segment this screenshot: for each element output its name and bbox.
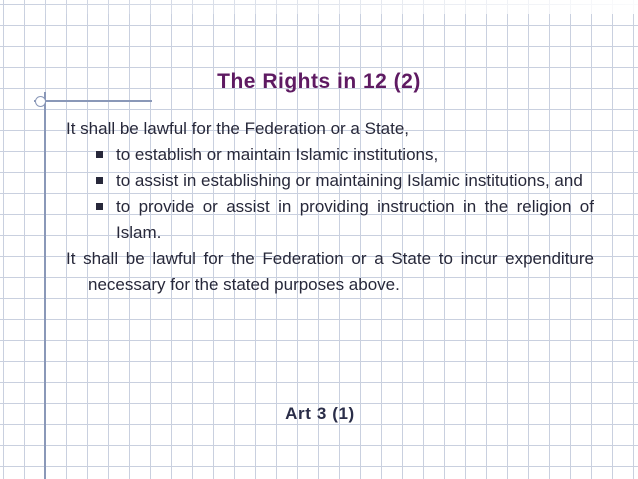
- bullet-text: to provide or assist in providing instruction in the religion of Islam.: [116, 197, 594, 242]
- expenditure-paragraph: It shall be lawful for the Federation or a State to incur expenditure necessary for the stated purposes above.: [66, 249, 594, 294]
- bullet-item: [66, 194, 594, 246]
- square-bullet-icon: [96, 203, 103, 210]
- margin-ring-ornament: [35, 96, 46, 107]
- bullet-item: [66, 168, 594, 194]
- top-band: [0, 0, 638, 14]
- bullet-list: [66, 142, 594, 246]
- bullet-text: to establish or maintain Islamic institutions,: [116, 145, 439, 164]
- square-bullet-icon: [96, 177, 103, 184]
- article-reference: Art 3 (1): [285, 404, 355, 423]
- margin-horizontal-line: [34, 100, 152, 102]
- square-bullet-icon: [96, 151, 103, 158]
- bullet-item: [66, 142, 594, 168]
- slide-title: The Rights in 12 (2): [217, 70, 421, 93]
- bullet-text: to assist in establishing or maintaining Islamic institutions, and: [116, 171, 583, 190]
- intro-paragraph: It shall be lawful for the Federation or a State,: [66, 119, 410, 138]
- slide-body: [66, 116, 594, 298]
- margin-vertical-line: [44, 92, 46, 479]
